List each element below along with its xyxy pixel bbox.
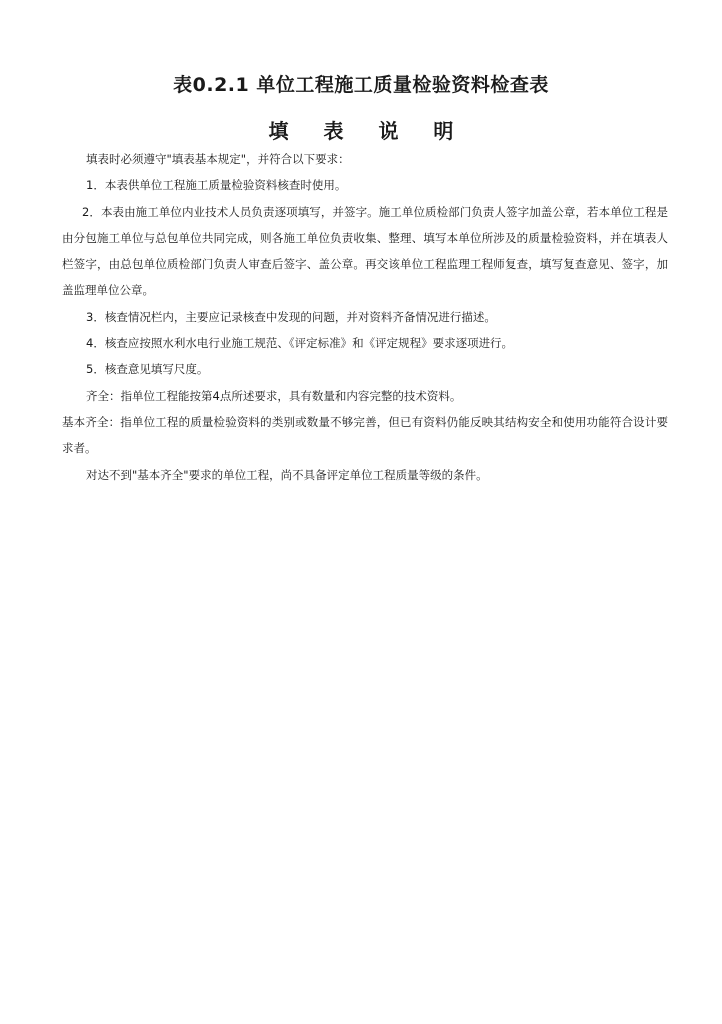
qiquan-definition: 齐全：指单位工程能按第4点所述要求，具有数量和内容完整的技术资料。	[86, 388, 462, 403]
intro-paragraph: 填表时必须遵守"填表基本规定"，并符合以下要求：	[86, 152, 350, 166]
item-3-paragraph: 3．核查情况栏内，主要应记录核查中发现的问题，并对资料齐备情况进行描述。	[86, 309, 496, 324]
item-2-paragraph: 2．本表由施工单位内业技术人员负责逐项填写，并签字。施工单位质检部门负责人签字加盖公章，若本单位工程是由分包施工单位与总包单位共同完成，则各施工单位负责收集、整理、填写本单位所涉及的质量检验资料，并在填表人栏签字，由总包单位质检部门负责人审查后签字、盖公章。再交该单位工程监理工程师复查，填写复查意见、签字，加盖监理单位公章。	[62, 204, 668, 298]
item-5-paragraph: 5．核查意见填写尺度。	[86, 362, 209, 377]
jiben-qiquan-definition: 基本齐全：指单位工程的质量检验资料的类别或数量不够完善，但已有资料仍能反映其结构安全和使用功能符合设计要求者。	[62, 414, 668, 456]
document-subtitle: 填 表 说 明	[268, 119, 468, 143]
document-title: 表0.2.1 单位工程施工质量检验资料检查表	[173, 74, 549, 96]
item-4-paragraph: 4．核查应按照水利水电行业施工规范、《评定标准》和《评定规程》要求逐项进行。	[86, 336, 514, 351]
budao-paragraph: 对达不到"基本齐全"要求的单位工程，尚不具备评定单位工程质量等级的条件。	[86, 467, 488, 482]
instructions-body	[62, 146, 668, 488]
item-1-paragraph: 1．本表供单位工程施工质量检验资料核查时使用。	[86, 178, 347, 193]
